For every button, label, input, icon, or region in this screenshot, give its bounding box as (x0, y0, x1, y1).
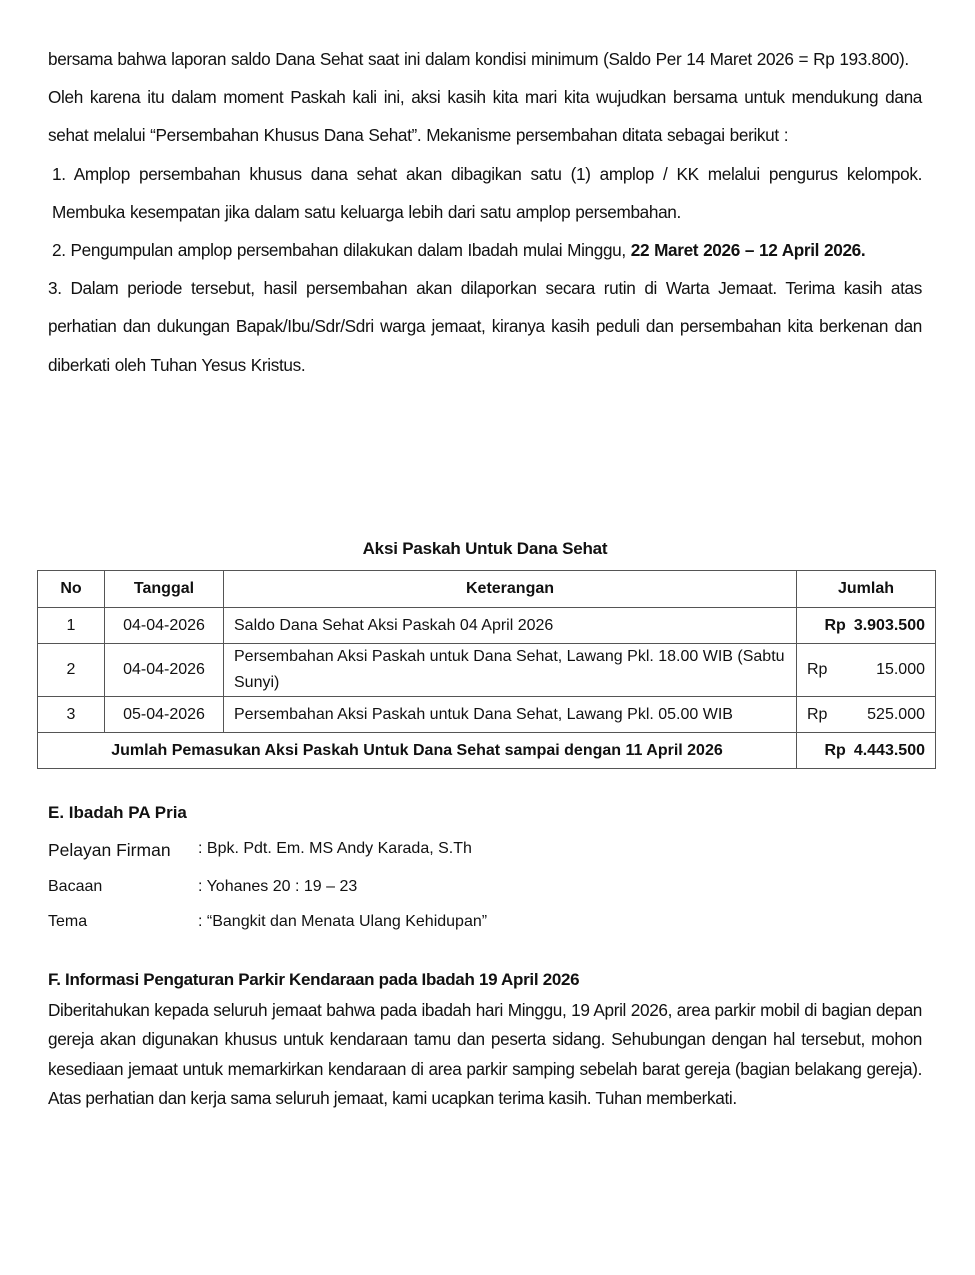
cell-desc: Persembahan Aksi Paskah untuk Dana Sehat, Lawang Pkl. 05.00 WIB (224, 697, 797, 733)
table-row (38, 697, 936, 733)
intro-paragraph-2: Oleh karena itu dalam moment Paskah kali ini, aksi kasih kita mari kita wujudkan bersama untuk mendukung dana sehat melalui “Persembahan Khusus Dana Sehat”. Mekanisme persembahan ditata sebagai berikut : (48, 87, 922, 146)
info-row-tema (48, 913, 487, 931)
dana-sehat-table (37, 570, 936, 769)
header-keterangan: Keterangan (224, 571, 797, 608)
info-key: Pelayan Firman (48, 840, 171, 860)
amount-value: 15.000 (876, 661, 925, 678)
cell-amount (797, 644, 936, 697)
currency: Rp (807, 705, 828, 723)
amount-value: 525.000 (867, 705, 925, 723)
mechanism-item-3: 3. Dalam periode tersebut, hasil persembahan akan dilaporkan secara rutin di Warta Jemaat. Terima kasih atas perhatian dan dukungan Bapak/Ibu/Sdr/Sdri warga jemaat, kiranya kasih peduli dan persembahan kita berkenan dan diberkati oleh Tuhan Yesus Kristus. (48, 278, 922, 375)
table-title: Aksi Paskah Untuk Dana Sehat (362, 539, 608, 558)
cell-desc: Persembahan Aksi Paskah untuk Dana Sehat, Lawang Pkl. 18.00 WIB (Sabtu Sunyi) (224, 644, 797, 697)
info-key: Bacaan (48, 878, 103, 895)
cell-date: 04-04-2026 (105, 644, 224, 697)
info-value: : “Bangkit dan Menata Ulang Kehidupan” (198, 913, 488, 930)
info-value: : Yohanes 20 : 19 – 23 (198, 878, 358, 895)
total-amount (797, 733, 936, 769)
section-f-body: Diberitahukan kepada seluruh jemaat bahwa pada ibadah hari Minggu, 19 April 2026, area parkir mobil di bagian depan gereja akan digunakan khusus untuk kendaraan tamu dan peserta sidang. Sehubungan dengan hal tersebut, mohon kesediaan jemaat untuk memarkirkan kendaraan di area parkir samping sebelah barat gereja (bagian belakang gereja). Atas perhatian dan kerja sama seluruh jemaat, kami ucapkan terima kasih. Tuhan memberkati. (48, 1000, 922, 1108)
info-value: : Bpk. Pdt. Em. MS Andy Karada, S.Th (198, 840, 472, 857)
currency: Rp (824, 616, 846, 634)
header-jumlah: Jumlah (797, 571, 936, 608)
table-row (38, 644, 936, 697)
mechanism-item-2-text: 2. Pengumpulan amplop persembahan dilakukan dalam Ibadah mulai Minggu, (52, 240, 631, 261)
section-f-title: F. Informasi Pengaturan Parkir Kendaraan pada Ibadah 19 April 2026 (48, 970, 580, 989)
mechanism-item-2-dates: 22 Maret 2026 – 12 April 2026. (630, 240, 866, 261)
cell-date: 04-04-2026 (105, 608, 224, 644)
info-key: Tema (48, 913, 88, 930)
cell-amount (797, 697, 936, 733)
info-row-pelayan (48, 840, 472, 861)
cell-amount (797, 608, 936, 644)
intro-paragraph-1: bersama bahwa laporan saldo Dana Sehat saat ini dalam kondisi minimum (Saldo Per 14 Maret 2026 = Rp 193.800). (48, 49, 909, 69)
cell-no: 1 (38, 608, 105, 644)
document-page (48, 40, 925, 1108)
table-header-row (38, 571, 936, 608)
cell-no: 3 (38, 697, 105, 733)
amount-value: 3.903.500 (853, 616, 925, 634)
mechanism-item-2 (48, 231, 922, 269)
table-total-row (38, 733, 936, 769)
total-label: Jumlah Pemasukan Aksi Paskah Untuk Dana Sehat sampai dengan 11 April 2026 (38, 733, 797, 769)
cell-date: 05-04-2026 (105, 697, 224, 733)
table-row (38, 608, 936, 644)
cell-desc: Saldo Dana Sehat Aksi Paskah 04 April 2026 (224, 608, 797, 644)
section-e-title: E. Ibadah PA Pria (48, 803, 187, 822)
currency: Rp (807, 661, 828, 678)
amount-value: 4.443.500 (853, 741, 925, 759)
mechanism-item-1: 1. Amplop persembahan khusus dana sehat akan dibagikan satu (1) amplop / KK melalui pengurus kelompok. Membuka kesempatan jika dalam satu keluarga lebih dari satu amplop persembahan. (52, 163, 922, 222)
header-no: No (38, 571, 105, 608)
info-row-bacaan (48, 878, 357, 896)
cell-no: 2 (38, 644, 105, 697)
header-tanggal: Tanggal (105, 571, 224, 608)
currency: Rp (824, 741, 846, 759)
